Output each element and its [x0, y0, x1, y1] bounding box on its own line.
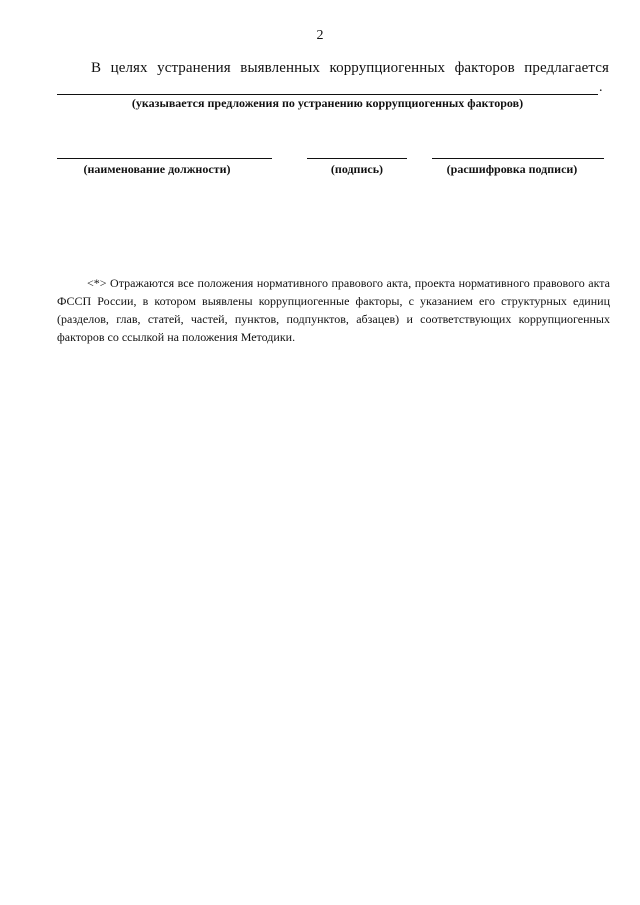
intro-text: В целях устранения выявленных коррупциогенных факторов предлагается	[91, 60, 609, 76]
signature-blank-line	[307, 158, 407, 159]
footnote-text: <*> Отражаются все положения нормативного правового акта, проекта нормативного правового акта ФССП России, в котором выявлены коррупциогенные факторы, с указанием его структурных единиц (разделов, глав, статей, частей, пунктов, подпунктов, абзацев) и соответствующих коррупциогенных факторов со ссылкой на положения Методики.	[57, 276, 610, 344]
proposal-caption: (указывается предложения по устранению коррупциогенных факторов)	[131, 96, 524, 110]
signature-caption: (подпись)	[330, 162, 384, 176]
position-blank-line	[57, 158, 272, 159]
proposal-trailing-period: .	[599, 80, 603, 95]
page-number: 2	[316, 28, 324, 43]
decoding-caption: (расшифровка подписи)	[446, 162, 578, 176]
proposal-blank-line	[57, 94, 598, 95]
position-caption: (наименование должности)	[83, 162, 231, 176]
decoding-blank-line	[432, 158, 604, 159]
